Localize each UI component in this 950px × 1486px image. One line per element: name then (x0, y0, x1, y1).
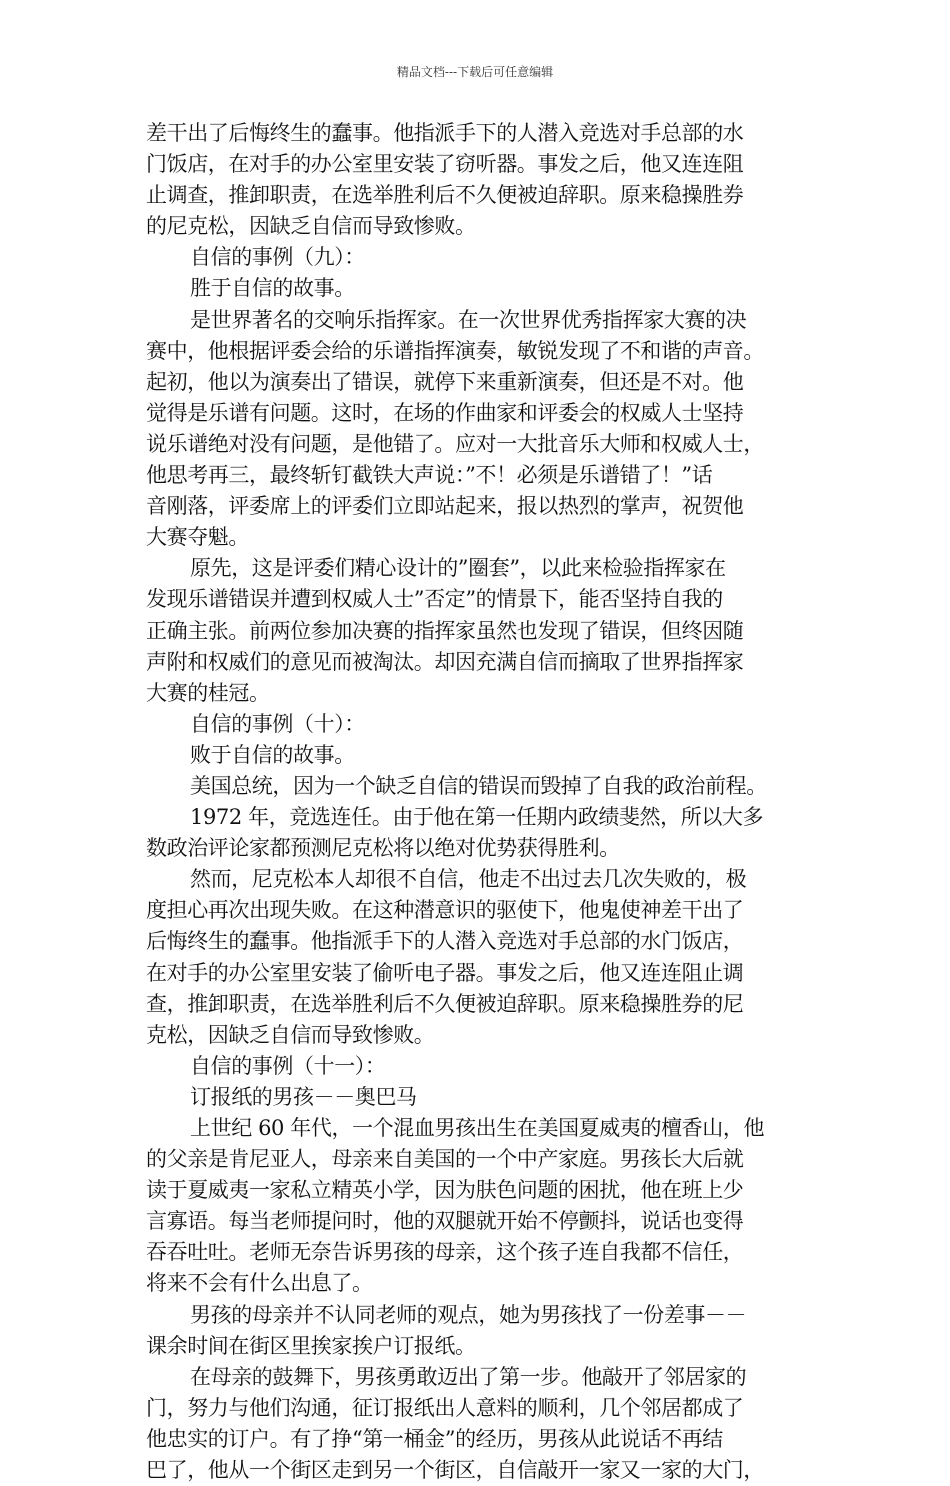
text-line: 度担心再次出现失败。在这种潜意识的驱使下，他鬼使神差干出了 (146, 898, 744, 923)
text-line: 大赛的桂冠。 (146, 680, 270, 705)
text-line: 觉得是乐谱有问题。这时，在场的作曲家和评委会的权威人士坚持 (146, 400, 744, 425)
text-line: 读于夏威夷一家私立精英小学，因为肤色问题的困扰，他在班上少 (146, 1178, 744, 1203)
text-line: 克松，因缺乏自信而导致惨败。 (146, 1022, 435, 1047)
text-line: 的尼克松，因缺乏自信而导致惨败。 (146, 214, 476, 239)
text-line: 课余时间在街区里挨家挨户订报纸。 (146, 1333, 476, 1358)
text-line: 自信的事例（九）： (190, 245, 365, 270)
text-line: 吞吞吐吐。老师无奈告诉男孩的母亲，这个孩子连自我都不信任， (146, 1240, 744, 1265)
text-line: 音刚落，评委席上的评委们立即站起来，报以热烈的掌声，祝贺他 (146, 494, 744, 519)
text-line: 是世界著名的交响乐指挥家。在一次世界优秀指挥家大赛的决 (190, 307, 747, 332)
text-line: 男孩的母亲并不认同老师的观点，她为男孩找了一份差事－－ (190, 1302, 747, 1327)
text-line: 门饭店，在对手的办公室里安装了窃听器。事发之后，他又连连阻 (146, 152, 744, 177)
text-line: 美国总统，因为一个缺乏自信的错误而毁掉了自我的政治前程。 (190, 773, 767, 798)
text-line: 查，推卸职责，在选举胜利后不久便被迫辞职。原来稳操胜券的尼 (146, 991, 744, 1016)
text-line: 言寡语。每当老师提问时，他的双腿就开始不停颤抖，说话也变得 (146, 1209, 744, 1234)
page-header: 精品文档---下载后可任意编辑 (396, 65, 554, 79)
text-line: 上世纪 60 年代，一个混血男孩出生在美国夏威夷的檀香山，他 (190, 1116, 765, 1140)
text-line: 门，努力与他们沟通，征订报纸出人意料的顺利，几个邻居都成了 (146, 1395, 744, 1420)
text-line: 起初，他以为演奏出了错误，就停下来重新演奏，但还是不对。他 (146, 369, 744, 394)
text-line: 败于自信的故事。 (190, 742, 355, 767)
text-line: 他忠实的订户。有了挣“第一桶金”的经历，男孩从此说话不再结 (146, 1426, 723, 1451)
text-line: 大赛夺魁。 (146, 525, 249, 550)
text-line: 自信的事例（十一）： (190, 1053, 386, 1078)
text-line: 的父亲是肯尼亚人，母亲来自美国的一个中产家庭。男孩长大后就 (146, 1147, 744, 1172)
text-line: 1972 年，竞选连任。由于他在第一任期内政绩斐然，所以大多 (190, 805, 764, 830)
text-line: 他思考再三，最终斩钉截铁大声说：”不！必须是乐谱错了！”话 (146, 463, 713, 488)
text-line: 巴了，他从一个街区走到另一个街区，自信敲开一家又一家的大门， (146, 1458, 764, 1483)
text-line: 差干出了后悔终生的蠢事。他指派手下的人潜入竞选对手总部的水 (146, 121, 744, 145)
text-line: 在对手的办公室里安装了偷听电子器。事发之后，他又连连阻止调 (146, 960, 744, 985)
text-line: 止调查，推卸职责，在选举胜利后不久便被迫辞职。原来稳操胜券 (146, 183, 744, 208)
text-line: 后悔终生的蠢事。他指派手下的人潜入竞选对手总部的水门饭店， (146, 929, 744, 954)
text-line: 声附和权威们的意见而被淘汰。却因充满自信而摘取了世界指挥家 (146, 649, 744, 674)
text-line: 发现乐谱错误并遭到权威人士”否定”的情景下，能否坚持自我的 (146, 587, 723, 612)
text-line: 数政治评论家都预测尼克松将以绝对优势获得胜利。 (146, 836, 620, 861)
text-line: 原先，这是评委们精心设计的”圈套”，以此来检验指挥家在 (190, 556, 726, 581)
text-line: 正确主张。前两位参加决赛的指挥家虽然也发现了错误，但终因随 (146, 618, 744, 643)
text-line: 订报纸的男孩－－奥巴马 (190, 1084, 417, 1109)
text-line: 自信的事例（十）： (190, 711, 365, 736)
text-line: 然而，尼克松本人却很不自信，他走不出过去几次失败的，极 (190, 867, 747, 892)
text-line: 说乐谱绝对没有问题，是他错了。应对一大批音乐大师和权威人士， (146, 431, 764, 456)
text-line: 在母亲的鼓舞下，男孩勇敢迈出了第一步。他敲开了邻居家的 (190, 1364, 747, 1389)
text-line: 将来不会有什么出息了。 (146, 1271, 373, 1296)
text-line: 赛中，他根据评委会给的乐谱指挥演奏，敏锐发现了不和谐的声音。 (146, 338, 764, 363)
text-line: 胜于自信的故事。 (190, 276, 355, 301)
document-body (146, 118, 818, 1486)
